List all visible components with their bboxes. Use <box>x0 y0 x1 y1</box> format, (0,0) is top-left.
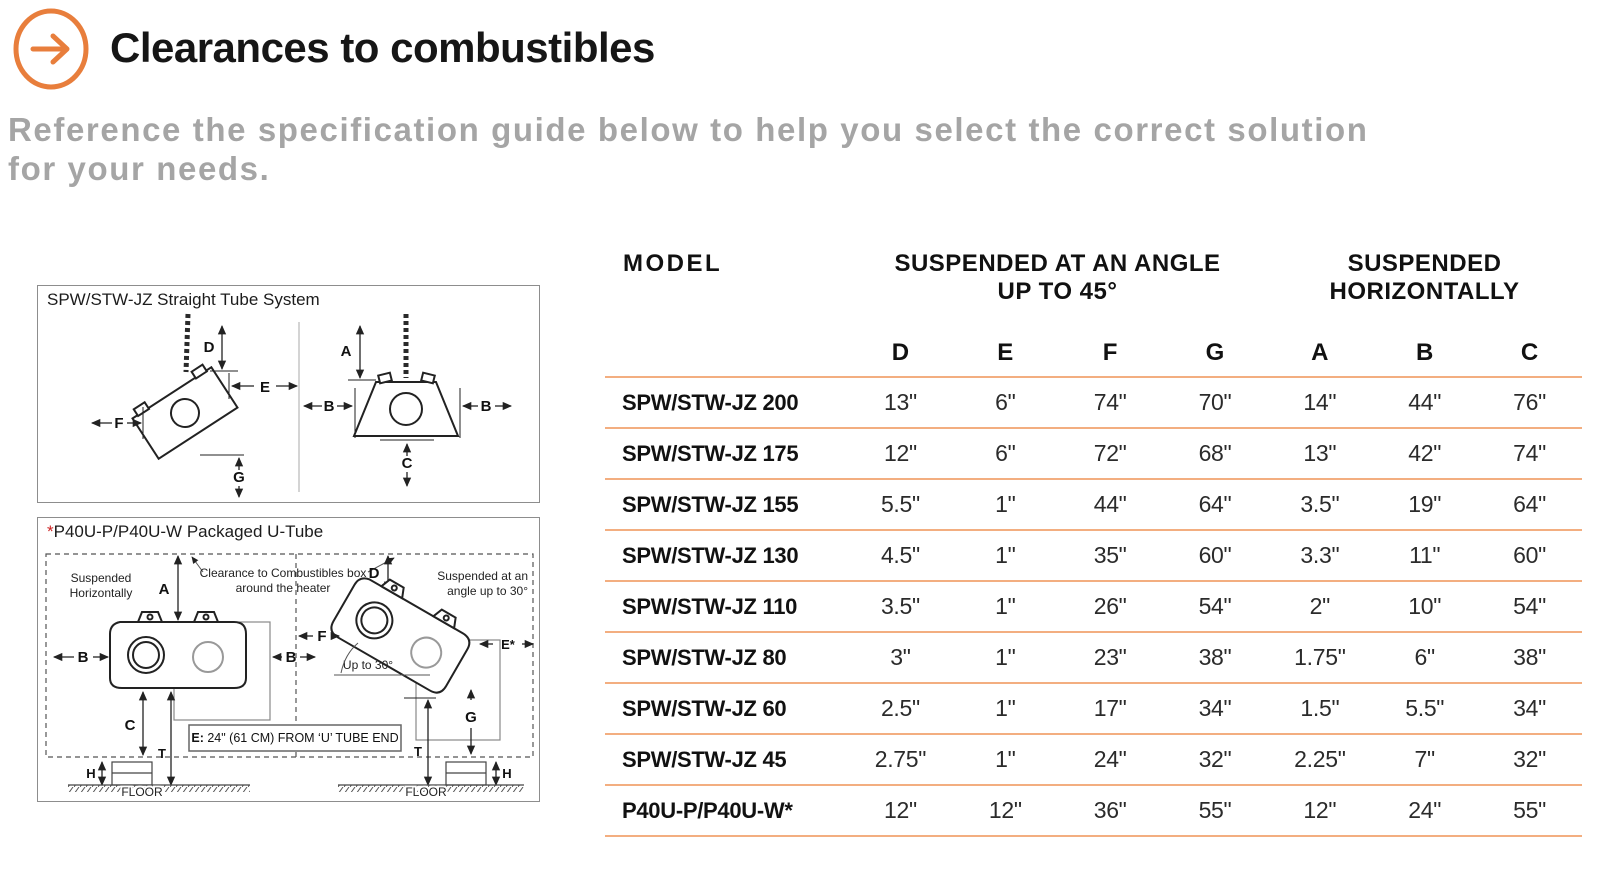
letter-header-g: G <box>1205 339 1225 366</box>
value-cell: 24" <box>1408 797 1442 823</box>
value-cell: 72" <box>1093 440 1127 466</box>
dim-label-b-left: B <box>77 649 89 666</box>
model-cell: SPW/STW-JZ 130 <box>622 542 799 568</box>
value-cell: 3" <box>890 644 911 670</box>
angle-caption-line2: angle up to 30° <box>447 584 528 598</box>
dim-label-b-right: B <box>285 649 297 666</box>
value-cell: 1" <box>995 491 1016 517</box>
value-cell: 13" <box>1303 440 1337 466</box>
utube-diagram <box>37 517 540 802</box>
value-cell: 5.5" <box>880 491 920 517</box>
value-cell: 6" <box>995 440 1016 466</box>
value-cell: 35" <box>1093 542 1127 568</box>
intro-line-2: for your needs. <box>8 150 271 187</box>
dim-label-f: F <box>114 415 124 432</box>
value-cell: 2.25" <box>1294 746 1346 772</box>
e-note-prefix: E: <box>191 731 204 745</box>
dim-label-c: C <box>401 455 413 472</box>
value-cell: 2.75" <box>874 746 927 772</box>
model-cell: SPW/STW-JZ 80 <box>622 644 787 670</box>
dim-label-g: G <box>233 469 245 486</box>
angle-caption-line1: Suspended at an <box>437 569 528 583</box>
model-cell: SPW/STW-JZ 60 <box>622 695 787 721</box>
dim-label-g: G <box>465 709 477 726</box>
value-cell: 1" <box>995 695 1016 721</box>
value-cell: 14" <box>1303 389 1337 415</box>
model-cell: SPW/STW-JZ 200 <box>622 389 799 415</box>
value-cell: 60" <box>1513 542 1546 568</box>
value-cell: 64" <box>1513 491 1546 517</box>
svg-text:E: 24" (61 CM) FROM ‘U’ TUBE E <box>191 731 398 745</box>
floor-label-left: FLOOR <box>121 785 163 799</box>
table-row <box>605 786 1582 837</box>
value-cell: 13" <box>883 389 917 415</box>
value-cell: 38" <box>1513 644 1546 670</box>
table-rows <box>605 378 1582 837</box>
horizontal-heater-figure <box>304 314 511 486</box>
value-cell: 54" <box>1198 593 1232 619</box>
value-cell: 54" <box>1513 593 1546 619</box>
floor-label-right: FLOOR <box>405 785 447 799</box>
value-cell: 44" <box>1408 389 1442 415</box>
page-title: Clearances to combustibles <box>110 24 655 71</box>
dim-label-d: D <box>368 565 380 582</box>
value-cell: 1.5" <box>1300 695 1340 721</box>
value-cell: 32" <box>1513 746 1546 772</box>
dim-label-b-left: B <box>323 398 335 415</box>
intro-text <box>8 110 1598 188</box>
value-cell: 3.5" <box>1300 491 1340 517</box>
utube-drawing <box>38 542 537 800</box>
dim-label-h: H <box>86 766 96 781</box>
value-cell: 2.5" <box>880 695 920 721</box>
value-cell: 2" <box>1309 593 1331 619</box>
value-cell: 34" <box>1198 695 1232 721</box>
letter-header-d: D <box>891 339 910 366</box>
table-row <box>605 684 1582 735</box>
model-cell: P40U-P/P40U-W* <box>622 797 793 823</box>
value-cell: 55" <box>1513 797 1546 823</box>
group-header-horizontal <box>1267 246 1582 306</box>
straight-tube-title: SPW/STW-JZ Straight Tube System <box>47 290 320 309</box>
dim-label-a: A <box>158 581 170 598</box>
value-cell: 55" <box>1198 797 1232 823</box>
value-cell: 26" <box>1093 593 1127 619</box>
straight-tube-drawing <box>38 286 537 500</box>
horizontal-caption-line2: Horizontally <box>69 586 133 600</box>
table-group-header-row <box>605 246 1582 330</box>
value-cell: 1" <box>995 644 1016 670</box>
table-row <box>605 480 1582 531</box>
utube-title-asterisk: * <box>47 522 54 541</box>
letter-header-e: E <box>997 339 1014 366</box>
spec-table <box>605 246 1582 837</box>
model-cell: SPW/STW-JZ 110 <box>622 593 798 619</box>
dim-label-d: D <box>203 339 215 356</box>
value-cell: 38" <box>1198 644 1232 670</box>
value-cell: 44" <box>1093 491 1127 517</box>
model-column-header: MODEL <box>623 250 723 277</box>
value-cell: 17" <box>1093 695 1127 721</box>
table-letter-header-row <box>605 330 1582 378</box>
table-row <box>605 378 1582 429</box>
dim-label-e: E <box>259 379 271 396</box>
value-cell: 10" <box>1408 593 1442 619</box>
value-cell: 7" <box>1414 746 1435 772</box>
arrow-right-circle-icon <box>10 8 92 90</box>
value-cell: 74" <box>1513 440 1546 466</box>
table-row <box>605 735 1582 786</box>
group-angle-line1: SUSPENDED AT AN ANGLE <box>894 250 1221 277</box>
value-cell: 68" <box>1198 440 1232 466</box>
angled-heater-figure <box>92 314 297 497</box>
letter-header-c: C <box>1520 339 1539 366</box>
dim-label-a: A <box>340 343 352 360</box>
group-angle-line2: UP TO 45° <box>997 278 1118 305</box>
value-cell: 60" <box>1198 542 1232 568</box>
dim-label-h-right: H <box>502 766 512 781</box>
group-horizontal-line1: SUSPENDED <box>1347 250 1502 277</box>
value-cell: 76" <box>1513 389 1546 415</box>
letter-header-f: F <box>1102 339 1118 366</box>
value-cell: 3.5" <box>880 593 920 619</box>
dim-label-c: C <box>124 717 136 734</box>
table-row <box>605 531 1582 582</box>
clearance-caption-line2: around the heater <box>235 581 331 595</box>
value-cell: 12" <box>883 440 917 466</box>
dim-label-f: F <box>317 628 327 645</box>
value-cell: 12" <box>1303 797 1337 823</box>
utube-title <box>47 522 323 542</box>
straight-tube-diagram <box>37 285 540 503</box>
model-cell: SPW/STW-JZ 175 <box>622 440 799 466</box>
letter-header-a: A <box>1311 339 1329 366</box>
value-cell: 1" <box>995 593 1016 619</box>
value-cell: 70" <box>1198 389 1232 415</box>
table-row <box>605 582 1582 633</box>
value-cell: 42" <box>1408 440 1442 466</box>
dim-label-t-right: T <box>414 744 422 759</box>
intro-line-1: Reference the specification guide below to help you select the correct solution <box>8 111 1369 148</box>
value-cell: 32" <box>1198 746 1232 772</box>
dim-label-t: T <box>158 746 166 761</box>
value-cell: 1" <box>995 746 1016 772</box>
value-cell: 6" <box>1414 644 1435 670</box>
value-cell: 3.3" <box>1300 542 1340 568</box>
horizontal-caption-line1: Suspended <box>70 571 132 585</box>
clearance-caption-line1: Clearance to Combustibles box <box>199 566 367 580</box>
value-cell: 6" <box>995 389 1016 415</box>
utube-angled-figure <box>299 556 533 799</box>
value-cell: 34" <box>1513 695 1546 721</box>
value-cell: 1.75" <box>1294 644 1346 670</box>
value-cell: 19" <box>1408 491 1442 517</box>
value-cell: 11" <box>1409 542 1441 568</box>
model-cell: SPW/STW-JZ 155 <box>622 491 799 517</box>
angle-value-label: Up to 30° <box>342 658 394 672</box>
dim-label-e-star: E* <box>501 637 515 652</box>
utube-title-text: P40U-P/P40U-W Packaged U-Tube <box>53 522 324 541</box>
value-cell: 74" <box>1093 389 1127 415</box>
value-cell: 24" <box>1093 746 1127 772</box>
value-cell: 23" <box>1093 644 1127 670</box>
value-cell: 12" <box>988 797 1022 823</box>
table-row <box>605 429 1582 480</box>
value-cell: 36" <box>1093 797 1127 823</box>
value-cell: 5.5" <box>1405 695 1445 721</box>
table-row <box>605 633 1582 684</box>
group-header-angle <box>848 246 1267 306</box>
letter-header-b: B <box>1416 339 1434 366</box>
value-cell: 12" <box>883 797 917 823</box>
value-cell: 64" <box>1198 491 1232 517</box>
value-cell: 4.5" <box>880 542 920 568</box>
dim-label-b-right: B <box>480 398 492 415</box>
value-cell: 1" <box>995 542 1016 568</box>
model-cell: SPW/STW-JZ 45 <box>622 746 787 772</box>
e-dimension-note <box>189 725 401 751</box>
group-horizontal-line2: HORIZONTALLY <box>1329 278 1520 305</box>
e-note-text: 24" (61 CM) FROM ‘U’ TUBE END <box>203 731 399 745</box>
